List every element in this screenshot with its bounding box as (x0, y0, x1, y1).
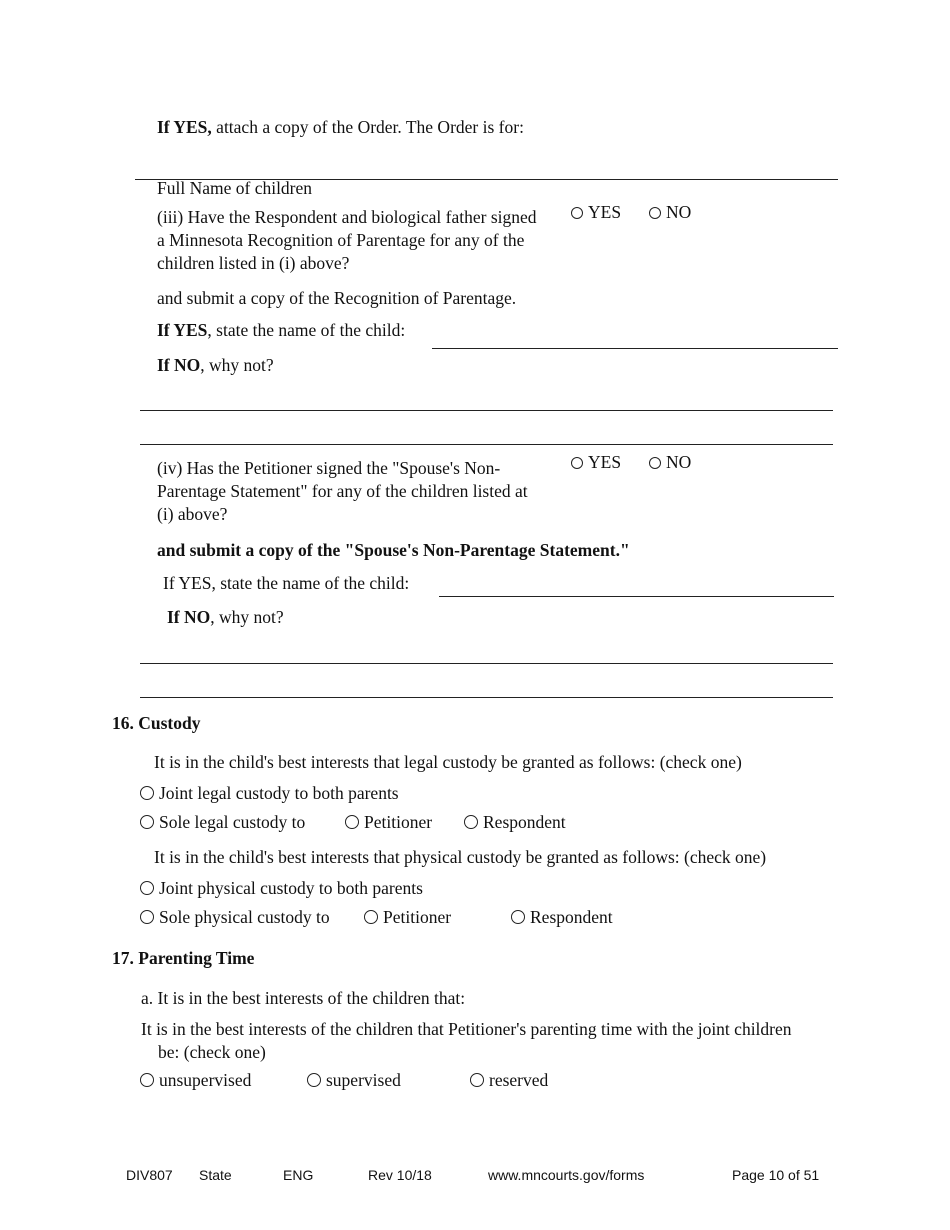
footer-form-code: DIV807 (126, 1167, 173, 1183)
legal-petitioner-radio[interactable] (345, 811, 432, 834)
q-iii-if-no-text: , why not? (200, 355, 274, 375)
q-iii-no-radio[interactable] (649, 201, 691, 224)
q-iv-if-no-label: If NO (167, 607, 211, 627)
custody-heading: 16. Custody (112, 713, 201, 733)
q-iv-yes-label: YES (588, 452, 622, 472)
joint-physical-custody-label: Joint physical custody to both parents (159, 878, 423, 898)
physical-custody-intro: It is in the child's best interests that physical custody be granted as follows: (check one) (154, 847, 767, 867)
parenting-time-line-1: It is in the best interests of the children that Petitioner's parenting time with the joint children (141, 1019, 792, 1039)
q-iv-if-no (167, 606, 284, 629)
physical-respondent-radio[interactable] (511, 906, 613, 929)
q-iii-yes-radio[interactable] (571, 201, 621, 224)
radio-circle-icon (571, 207, 583, 219)
radio-circle-icon (140, 1073, 154, 1087)
footer-page-number: Page 10 of 51 (732, 1167, 820, 1183)
footer-url[interactable]: www.mncourts.gov/forms (488, 1167, 645, 1183)
footer-revision: Rev 10/18 (368, 1167, 432, 1183)
full-name-label: Full Name of children (157, 178, 313, 198)
footer-state: State (199, 1167, 232, 1183)
radio-circle-icon (571, 457, 583, 469)
q-iv-if-yes: If YES, state the name of the child: (163, 573, 410, 593)
reserved-radio[interactable] (470, 1069, 548, 1092)
radio-circle-icon (464, 815, 478, 829)
radio-circle-icon (649, 457, 661, 469)
order-if-yes-text: attach a copy of the Order. The Order is for: (211, 117, 524, 137)
radio-circle-icon (140, 815, 154, 829)
q-iv-line-2: Parentage Statement" for any of the children listed at (157, 481, 528, 501)
legal-petitioner-label: Petitioner (364, 812, 433, 832)
q-iii-line-2: a Minnesota Recognition of Parentage for any of the (157, 230, 525, 250)
q-iii-why-not-line-2[interactable] (140, 444, 833, 445)
order-instruction (157, 116, 524, 139)
radio-circle-icon (470, 1073, 484, 1087)
order-if-yes-label: If YES, (157, 117, 212, 137)
radio-circle-icon (345, 815, 359, 829)
q-iv-no-label: NO (666, 452, 692, 472)
sole-legal-custody-radio[interactable] (140, 811, 305, 834)
physical-petitioner-radio[interactable] (364, 906, 451, 929)
parenting-time-line-2: be: (check one) (158, 1042, 266, 1062)
legal-respondent-radio[interactable] (464, 811, 566, 834)
q-iii-line-3: children listed in (i) above? (157, 253, 350, 273)
q-iii-if-yes (157, 319, 405, 342)
parenting-a-text: a. It is in the best interests of the children that: (141, 988, 466, 1008)
q-iv-line-1: (iv) Has the Petitioner signed the "Spouse's Non- (157, 458, 501, 478)
q-iv-why-not-line-2[interactable] (140, 697, 833, 698)
q-iii-yes-label: YES (588, 202, 622, 222)
radio-circle-icon (649, 207, 661, 219)
sole-physical-custody-label: Sole physical custody to (159, 907, 330, 927)
supervised-radio[interactable] (307, 1069, 401, 1092)
sole-legal-custody-label: Sole legal custody to (159, 812, 306, 832)
q-iv-yes-radio[interactable] (571, 451, 621, 474)
q-iii-why-not-line-1[interactable] (140, 410, 833, 411)
radio-circle-icon (140, 910, 154, 924)
joint-legal-custody-label: Joint legal custody to both parents (159, 783, 399, 803)
unsupervised-radio[interactable] (140, 1069, 251, 1092)
q-iii-no-label: NO (666, 202, 692, 222)
unsupervised-label: unsupervised (159, 1070, 252, 1090)
legal-custody-intro: It is in the child's best interests that legal custody be granted as follows: (check one) (154, 752, 742, 772)
legal-respondent-label: Respondent (483, 812, 566, 832)
q-iii-if-no-label: If NO (157, 355, 201, 375)
physical-petitioner-label: Petitioner (383, 907, 452, 927)
q-iv-submit-text: and submit a copy of the "Spouse's Non-Parentage Statement." (157, 540, 630, 560)
joint-legal-custody-radio[interactable] (140, 782, 399, 805)
q-iii-if-no (157, 354, 274, 377)
q-iii-line-1: (iii) Have the Respondent and biological father signed (157, 207, 537, 227)
q-iv-why-not-line-1[interactable] (140, 663, 833, 664)
q-iv-line-3: (i) above? (157, 504, 228, 524)
physical-respondent-label: Respondent (530, 907, 613, 927)
footer-language: ENG (283, 1167, 314, 1183)
q-iv-no-radio[interactable] (649, 451, 691, 474)
q-iii-if-yes-text: , state the name of the child: (207, 320, 406, 340)
radio-circle-icon (140, 881, 154, 895)
parenting-time-heading: 17. Parenting Time (112, 948, 255, 968)
sole-physical-custody-radio[interactable] (140, 906, 330, 929)
q-iv-child-name-field[interactable] (439, 596, 834, 597)
supervised-label: supervised (326, 1070, 401, 1090)
radio-circle-icon (140, 786, 154, 800)
q-iii-submit-text: and submit a copy of the Recognition of Parentage. (157, 288, 517, 308)
reserved-label: reserved (489, 1070, 549, 1090)
radio-circle-icon (307, 1073, 321, 1087)
radio-circle-icon (511, 910, 525, 924)
joint-physical-custody-radio[interactable] (140, 877, 423, 900)
radio-circle-icon (364, 910, 378, 924)
q-iii-child-name-field[interactable] (432, 348, 838, 349)
q-iv-if-no-text: , why not? (210, 607, 284, 627)
q-iii-if-yes-label: If YES (157, 320, 208, 340)
